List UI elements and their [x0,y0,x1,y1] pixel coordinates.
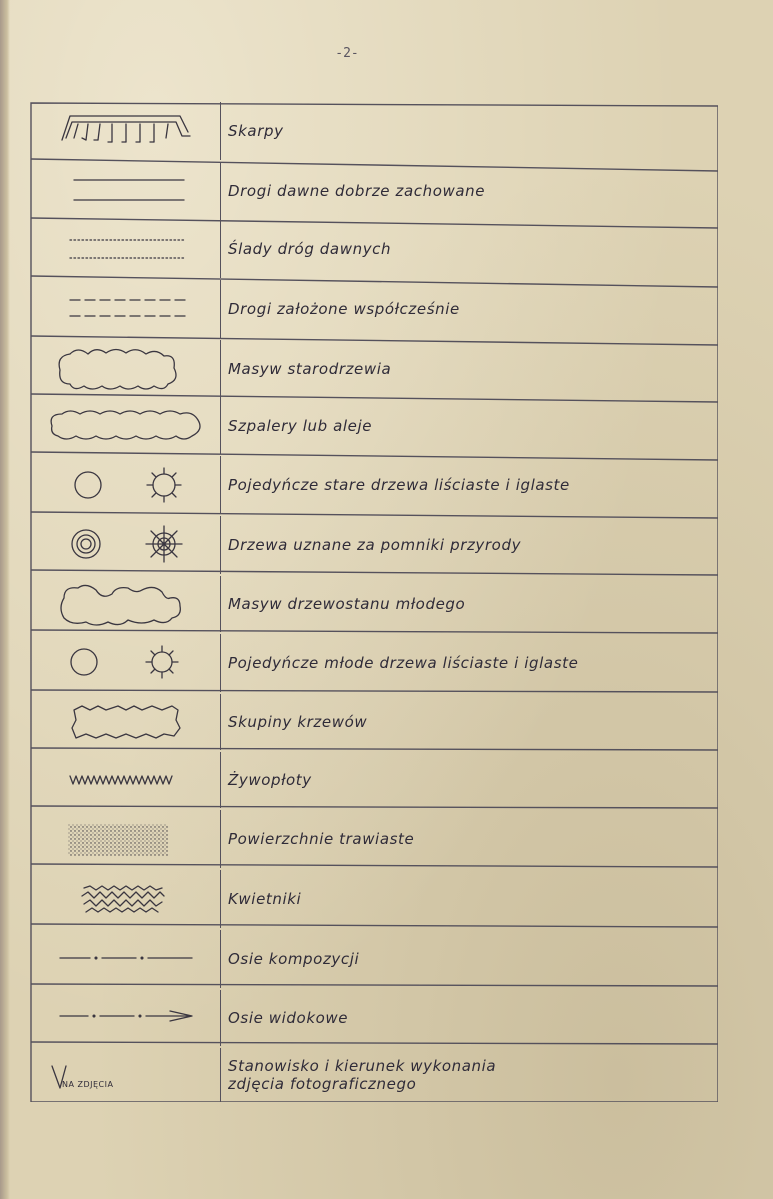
monument-trees-icon [30,516,220,574]
legend-description [228,694,710,750]
page-number: -2- [335,46,359,61]
symbol-cell [30,340,221,398]
legend-label: Stanowisko i kierunek wykonania zdjęcia fotograficznego [228,1057,497,1093]
legend-label: Osie widokowe [228,1009,349,1027]
lawn-icon [30,810,220,868]
legend-row [30,930,718,988]
symbol-cell [30,930,221,988]
legend-description [228,752,710,808]
legend-description [228,634,710,692]
legend-row [30,634,718,692]
legend-row [30,810,718,868]
legend-row [30,280,718,338]
page-binding-edge [0,0,10,1199]
legend-description [228,456,710,514]
dashed-double-line-icon [30,280,220,338]
legend-row [30,990,718,1046]
legend-row [30,102,718,160]
symbol-cell [30,990,221,1046]
legend-label: Drogi dawne dobrze zachowane [228,182,486,200]
young-trees-icon [30,634,220,692]
legend-row [30,694,718,750]
legend-label: Masyw drzewostanu młodego [228,595,466,613]
legend-row [30,576,718,632]
legend-description [228,280,710,338]
symbol-cell [30,280,221,338]
legend-description [228,340,710,398]
legend-description [228,810,710,868]
legend-description [228,220,710,278]
legend-label: Kwietniki [228,890,302,908]
legend-label: Masyw starodrzewia [228,360,392,378]
symbol-cell [30,398,221,454]
legend-description [228,516,710,574]
tree-mass-icon [30,340,220,398]
symbol-cell [30,456,221,514]
legend-label: Pojedyńcze stare drzewa liściaste i iglaste [228,476,570,494]
legend-row [30,870,718,928]
legend-description [228,990,710,1046]
symbol-cell [30,576,221,632]
legend-row [30,516,718,574]
symbol-cell [30,634,221,692]
view-axis-icon [30,990,220,1046]
tree-row-icon [30,398,220,454]
symbol-cell [30,870,221,928]
symbol-cell [30,162,221,220]
legend-description [228,576,710,632]
legend-row [30,398,718,454]
symbol-cell [30,810,221,868]
dotted-double-line-icon [30,220,220,278]
legend-label: Powierzchnie trawiaste [228,830,415,848]
symbol-cell [30,752,221,808]
legend-row [30,752,718,808]
symbol-cell [30,220,221,278]
legend-row [30,1048,718,1102]
legend-description [228,870,710,928]
solid-double-line-icon [30,162,220,220]
legend-label: Ślady dróg dawnych [228,240,392,258]
shrub-group-icon [30,694,220,750]
composition-axis-icon [30,930,220,988]
legend-row [30,456,718,514]
legend-row [30,162,718,220]
legend-label: Żywopłoty [228,771,312,789]
legend-row [30,340,718,398]
flowerbed-icon [30,870,220,928]
photo-caption: NA ZDJĘCIA [62,1080,114,1089]
legend-description [228,102,710,160]
escarpment-icon [30,102,220,160]
legend-label: Drogi założone współcześnie [228,300,460,318]
young-tree-mass-icon [30,576,220,632]
symbol-cell [30,102,221,160]
legend-description [228,398,710,454]
legend-label: Pojedyńcze młode drzewa liściaste i iglaste [228,654,579,672]
legend-label: Drzewa uznane za pomniki przyrody [228,536,522,554]
legend-description [228,162,710,220]
photo-position-icon [30,1048,220,1102]
legend-label: Skarpy [228,122,284,140]
legend-label: Skupiny krzewów [228,713,368,731]
legend-row [30,220,718,278]
legend-table [30,102,718,1102]
symbol-cell [30,1048,221,1102]
symbol-cell [30,694,221,750]
symbol-cell [30,516,221,574]
hedge-icon [30,752,220,808]
legend-label: Szpalery lub aleje [228,417,373,435]
legend-description [228,930,710,988]
legend-label: Osie kompozycji [228,950,360,968]
legend-description [228,1048,710,1102]
old-trees-icon [30,456,220,514]
